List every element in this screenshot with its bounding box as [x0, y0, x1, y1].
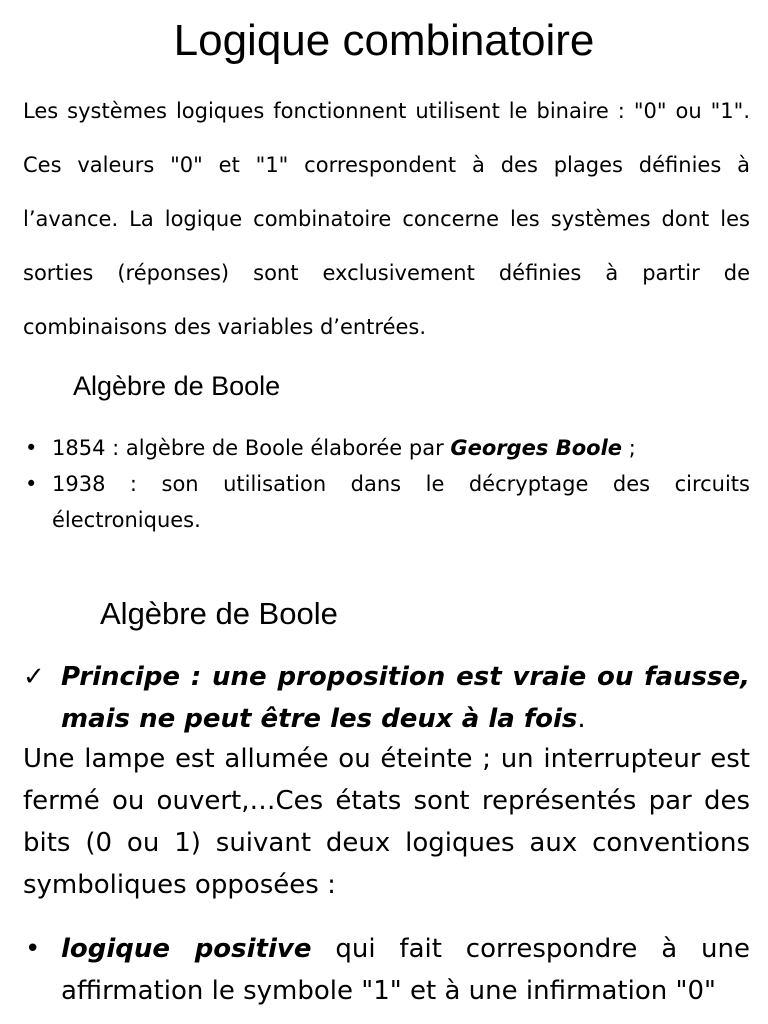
item-text-end: ;	[622, 436, 636, 460]
logic-term: logique positive	[61, 934, 312, 964]
bullet-icon: •	[25, 934, 41, 964]
intro-paragraph: Les systèmes logiques fonctionnent utilisent le binaire : "0" ou "1". Ces valeurs "0" et "1" correspondent à des plages définies à l’avance. La logique combinatoire concerne les systèmes dont les sorties (réponses) sont exclusivement définies à partir de combinaisons des variables d’entrées.	[23, 99, 750, 339]
list-item	[25, 466, 750, 538]
list-item	[23, 928, 750, 1012]
logic-list	[23, 928, 750, 1012]
logic-description: qui fait correspondre à une affirmation le symbole "1" et à une infirmation "0"	[61, 934, 751, 1006]
checkmark-icon: ✓	[23, 662, 45, 692]
principle-block	[23, 656, 750, 740]
history-list	[25, 430, 750, 538]
principle-period: .	[577, 704, 586, 734]
bullet-icon: •	[25, 472, 38, 496]
section-heading-boole-1: Algèbre de Boole	[73, 371, 281, 401]
section-heading-boole-2: Algèbre de Boole	[100, 596, 338, 631]
item-text: 1938 : son utilisation dans le décryptage des circuits électroniques.	[52, 472, 750, 532]
list-item	[25, 430, 750, 466]
page-title: Logique combinatoire	[173, 16, 595, 65]
author-name: Georges Boole	[450, 436, 623, 460]
states-paragraph: Une lampe est allumée ou éteinte ; un interrupteur est fermé ou ouvert,…Ces états sont représentés par des bits (0 ou 1) suivant deux logiques aux conventions symboliques opposées :	[23, 744, 750, 900]
bullet-icon: •	[25, 436, 38, 460]
principle-text: Principe : une proposition est vraie ou fausse, mais ne peut être les deux à la fois	[61, 662, 750, 734]
item-text-start: 1854 : algèbre de Boole élaborée par	[52, 436, 451, 460]
